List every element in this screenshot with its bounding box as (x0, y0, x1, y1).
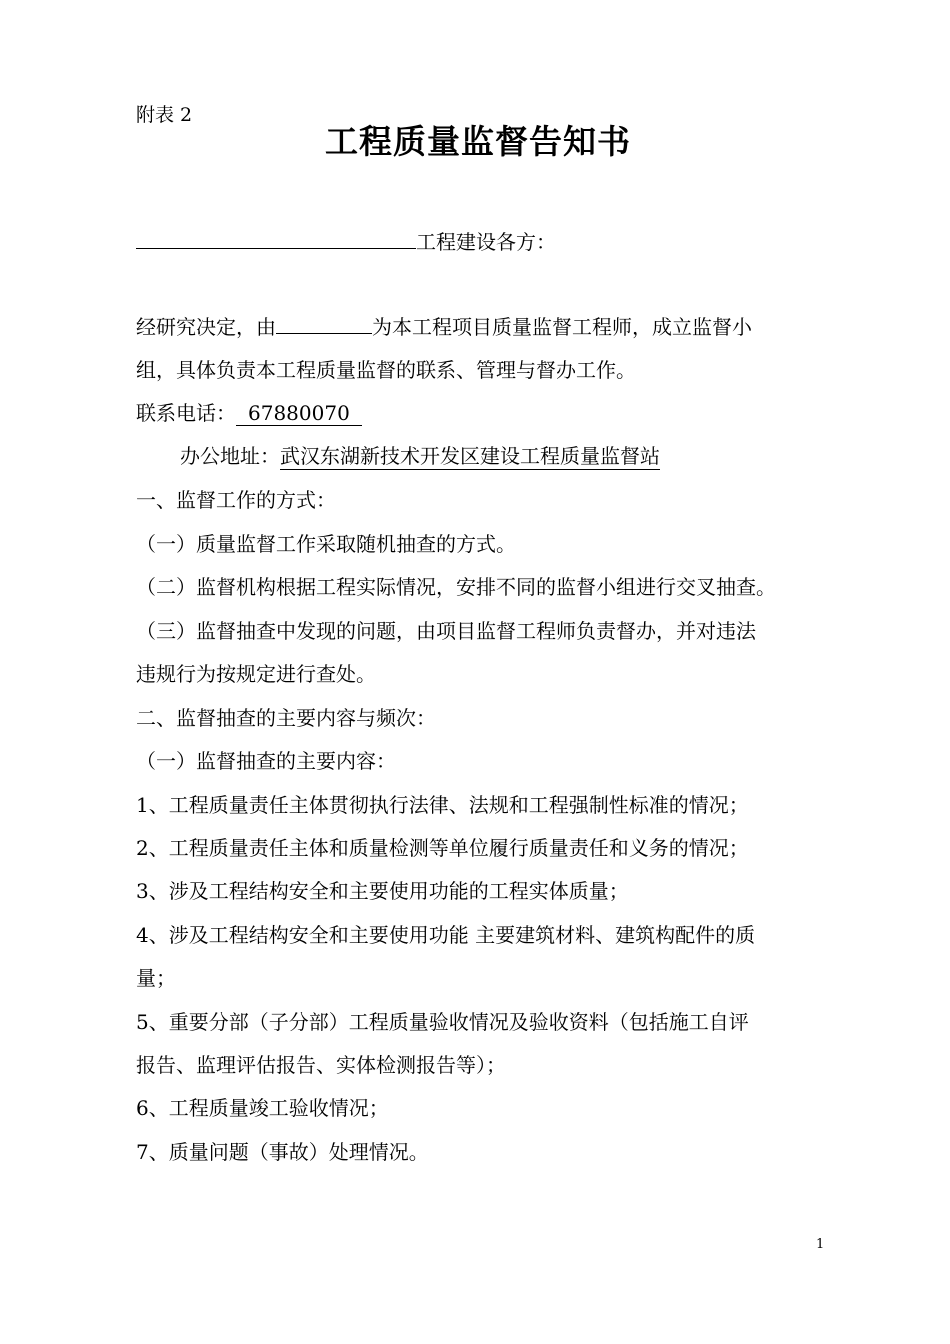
section-2-item: 2、工程质量责任主体和质量检测等单位履行质量责任和义务的情况； (136, 836, 749, 860)
phone-label: 联系电话： (136, 401, 236, 425)
section-2-item: 5、重要分部（子分部）工程质量验收情况及验收资料（包括施工自评 (136, 1010, 749, 1034)
page-number: 1 (816, 1237, 825, 1252)
addressee-blank (136, 228, 416, 249)
attachment-label: 附表 2 (136, 104, 193, 126)
section-1-item: （一）质量监督工作采取随机抽查的方式。 (136, 532, 516, 556)
intro-line-1 (136, 313, 752, 341)
phone-line (136, 399, 362, 427)
intro-part-1: 经研究决定，由 (136, 315, 276, 339)
section-1-item: （三）监督抽查中发现的问题，由项目监督工程师负责督办，并对违法 (136, 619, 756, 643)
section-1-heading: 一、监督工作的方式： (136, 488, 336, 512)
phone-value: 67880070 (236, 401, 362, 426)
address-label: 办公地址： (180, 444, 280, 468)
address-value: 武汉东湖新技术开发区建设工程质量监督站 (280, 444, 660, 468)
intro-part-2: 为本工程项目质量监督工程师，成立监督小 (372, 315, 752, 339)
intro-line-2: 组，具体负责本工程质量监督的联系、管理与督办工作。 (136, 358, 636, 382)
section-2-heading: 二、监督抽查的主要内容与频次： (136, 706, 436, 730)
addressee-text: 工程建设各方： (416, 230, 556, 254)
section-1-item-continued: 违规行为按规定进行查处。 (136, 662, 376, 686)
section-2-item: 3、涉及工程结构安全和主要使用功能的工程实体质量； (136, 879, 629, 903)
engineer-name-blank (276, 313, 372, 334)
section-2-item: 4、涉及工程结构安全和主要使用功能 主要建筑材料、建筑构配件的质 (136, 923, 756, 947)
section-2-item-continued: 报告、监理评估报告、实体检测报告等）； (136, 1053, 506, 1077)
section-2-item: 1、工程质量责任主体贯彻执行法律、法规和工程强制性标准的情况； (136, 793, 749, 817)
section-2-item-continued: 量； (136, 966, 176, 990)
section-2-subheading: （一）监督抽查的主要内容： (136, 749, 396, 773)
addressee-line (136, 228, 556, 256)
section-2-item: 7、质量问题（事故）处理情况。 (136, 1140, 429, 1164)
document-title: 工程质量监督告知书 (325, 122, 631, 161)
address-line (180, 442, 660, 470)
section-1-item: （二）监督机构根据工程实际情况，安排不同的监督小组进行交叉抽查。 (136, 575, 776, 599)
section-2-item: 6、工程质量竣工验收情况； (136, 1096, 389, 1120)
